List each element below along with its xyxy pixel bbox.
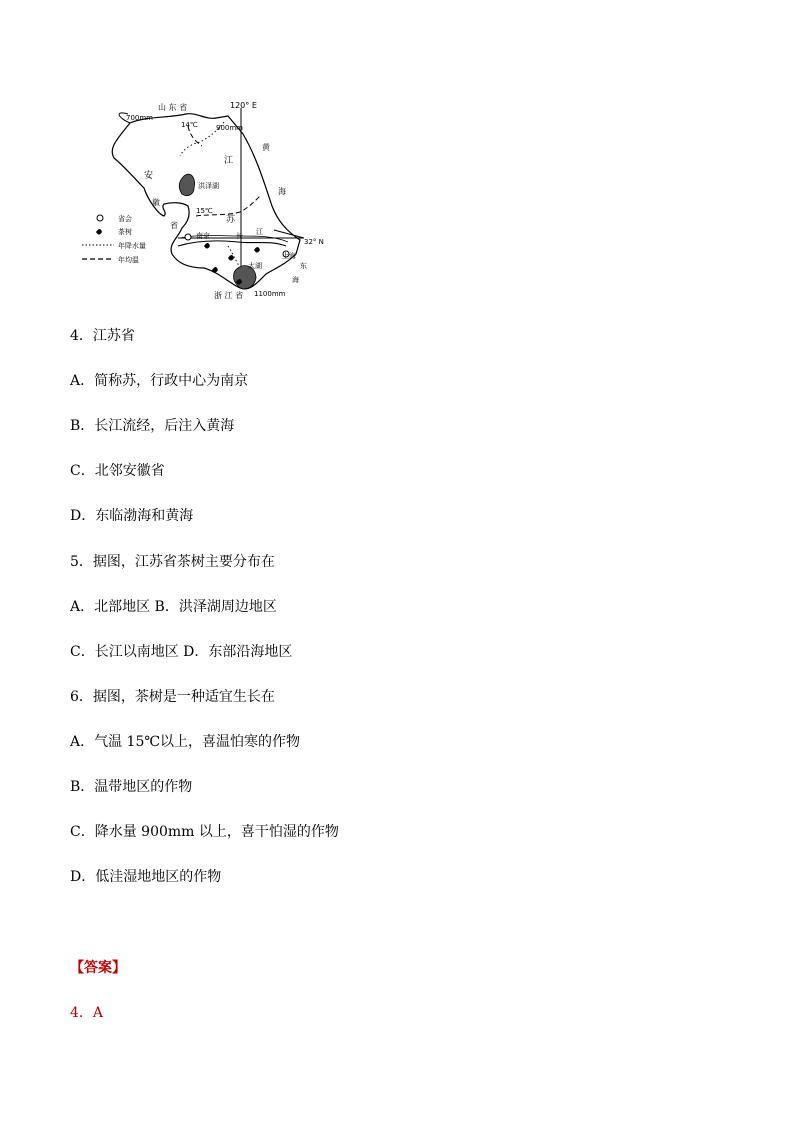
label-jiang: 江 [224, 156, 234, 166]
label-jiang2: 江 [256, 228, 263, 236]
label-hui: 徽 [152, 198, 160, 207]
label-hai: 海 [278, 187, 286, 196]
label-dong: 东 [300, 262, 307, 270]
label-nanjing: 南京 [196, 232, 210, 240]
question-6-stem: 6．据图，茶树是一种适宜生长在 [70, 689, 275, 705]
question-4-option-b: B．长江流经，后注入黄海 [70, 418, 235, 434]
legend-tea-label: 茶树 [118, 228, 132, 236]
label-iso700: 700mm [126, 114, 153, 122]
hongze-lake [179, 174, 194, 195]
label-lat: 32° N [304, 238, 324, 246]
legend-temp-label: 年均温 [118, 256, 139, 264]
label-an: 安 [144, 171, 154, 181]
label-taihu: 太湖 [248, 262, 262, 270]
tea-leaf-icon [228, 255, 234, 261]
nanjing-capital-marker [185, 234, 191, 240]
yangtze-river [178, 241, 286, 246]
label-zhejiang: 浙 江 省 [214, 291, 244, 300]
label-iso900: 900mm [216, 124, 243, 132]
label-chang: 长 [236, 232, 243, 240]
legend-capital-icon [97, 215, 103, 221]
tea-leaf-icon [254, 247, 260, 253]
label-shandong: 山 东 省 [158, 103, 188, 112]
label-iso14: 14℃ [181, 121, 198, 129]
question-6-option-a: A．气温 15℃以上，喜温怕寒的作物 [70, 734, 301, 750]
question-6-option-b: B．温带地区的作物 [70, 779, 193, 795]
label-iso15: 15℃ [196, 207, 213, 215]
label-iso1100: 1100mm [254, 290, 286, 298]
label-su: 苏 [226, 215, 236, 225]
question-5-options-ab: A．北部地区 B．洪泽湖周边地区 [70, 599, 277, 615]
label-lon: 120° E [230, 101, 257, 110]
label-hongze: 洪泽湖 [198, 182, 219, 190]
legend-precip-label: 年降水量 [118, 242, 146, 250]
label-sheng: 省 [170, 221, 178, 230]
question-4-option-d: D．东临渤海和黄海 [70, 508, 194, 524]
isotherm-14 [188, 126, 202, 146]
label-huang: 黄 [262, 143, 270, 152]
answer-heading: 【答案】 [70, 960, 126, 976]
question-4-option-a: A．简称苏，行政中心为南京 [70, 373, 249, 389]
answer-item: 4．A [70, 1005, 104, 1021]
question-6-option-c: C．降水量 900mm 以上，喜干怕湿的作物 [70, 824, 339, 840]
question-5-options-cd: C．长江以南地区 D．东部沿海地区 [70, 644, 293, 660]
question-6-option-d: D．低洼湿地地区的作物 [70, 869, 222, 885]
question-4-stem: 4．江苏省 [70, 328, 135, 344]
jiangsu-outline [112, 114, 300, 289]
legend-capital-label: 省会 [118, 215, 132, 223]
question-5-stem: 5．据图，江苏省茶树主要分布在 [70, 554, 275, 570]
legend-tea-icon [96, 229, 102, 235]
label-hai2: 海 [292, 276, 299, 284]
tea-leaf-icon [204, 243, 210, 249]
question-4-option-c: C．北邻安徽省 [70, 463, 165, 479]
jiangsu-map [78, 96, 338, 306]
label-shanghai: 上海 [282, 252, 296, 260]
